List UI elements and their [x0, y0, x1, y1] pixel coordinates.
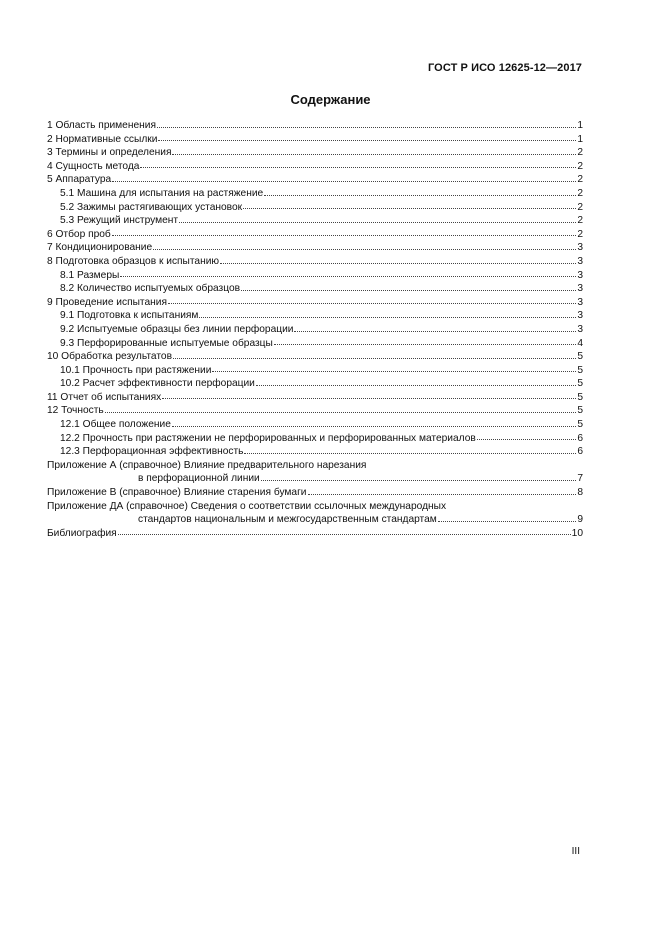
dot-leader [140, 166, 576, 168]
toc-entry-label: 9.3 Перфорированные испытуемые образцы [60, 337, 273, 349]
toc-entry-page: 1 [577, 120, 583, 131]
toc-entry [47, 309, 583, 323]
toc-entry-page: 6 [577, 432, 583, 444]
dot-leader [112, 180, 576, 182]
dot-leader [105, 411, 577, 413]
toc-entry-label: 9.1 Подготовка к испытаниям [60, 310, 199, 322]
dot-leader [173, 357, 576, 359]
dot-leader [172, 425, 576, 427]
toc-entry [47, 350, 583, 364]
document-code: ГОСТ Р ИСО 12625-12—2017 [427, 62, 582, 74]
toc-entry-page: 2 [577, 147, 583, 159]
dot-leader [158, 139, 576, 141]
toc-entry [47, 364, 583, 378]
dot-leader [118, 533, 571, 535]
dot-leader [241, 289, 576, 291]
toc-entry [47, 187, 583, 201]
toc-entry-page: 2 [577, 160, 583, 172]
toc-entry-label: Библиография [47, 527, 117, 539]
toc-entry-page: 2 [577, 201, 583, 213]
toc-entry [47, 228, 583, 242]
toc-entry-page: 5 [577, 405, 583, 417]
toc-entry-label: 1 Область применения [47, 120, 156, 131]
toc-entry-page: 5 [577, 419, 583, 431]
page-number: III [571, 846, 580, 857]
toc-entry-label: Приложение В (справочное) Влияние старения бумаги [47, 487, 307, 499]
toc-entry [47, 432, 583, 446]
toc-entry [47, 513, 583, 527]
toc-entry-label: 10.1 Прочность при растяжении [60, 364, 212, 376]
toc-entry [47, 377, 583, 391]
toc-entry-page: 8 [577, 487, 583, 499]
toc-entry-label: 12.3 Перфорационная эффективность [60, 446, 244, 458]
dot-leader [294, 330, 576, 332]
toc-entry [47, 404, 583, 418]
toc-entry-page: 3 [577, 310, 583, 322]
dot-leader [477, 438, 577, 440]
toc-entry [47, 500, 583, 514]
toc-entry-page: 4 [577, 337, 583, 349]
toc-entry-page: 6 [577, 446, 583, 458]
toc-entry-page: 2 [577, 228, 583, 240]
toc-entry-label: 5.1 Машина для испытания на растяжение [60, 187, 264, 199]
toc-entry-label: 5 Аппаратура [47, 174, 112, 186]
toc-entry [47, 173, 583, 187]
dot-leader [168, 302, 576, 304]
toc-entry-label: 5.3 Режущий инструмент [60, 215, 179, 227]
toc-entry [47, 160, 583, 174]
toc-entry [47, 146, 583, 160]
toc-entry [47, 459, 583, 473]
dot-leader [212, 370, 576, 372]
toc-entry [47, 323, 583, 337]
table-of-contents [47, 119, 583, 540]
toc-entry-page: 9 [577, 514, 583, 526]
toc-entry-page: 3 [577, 323, 583, 335]
toc-entry-page: 5 [577, 391, 583, 403]
toc-entry-label: 8.1 Размеры [60, 269, 120, 281]
dot-leader [162, 397, 576, 399]
toc-entry [47, 119, 583, 133]
toc-entry [47, 241, 583, 255]
toc-entry [47, 445, 583, 459]
toc-entry-label: 11 Отчет об испытаниях [47, 391, 162, 403]
page-title: Содержание [290, 92, 371, 107]
toc-entry-label: 8.2 Количество испытуемых образцов [60, 283, 241, 295]
toc-entry-page: 3 [577, 269, 583, 281]
toc-entry-label: 9.2 Испытуемые образцы без линии перфорации [60, 323, 294, 335]
toc-entry-page: 3 [577, 255, 583, 267]
toc-entry-page: 2 [577, 215, 583, 227]
toc-entry-page: 2 [577, 187, 583, 199]
dot-leader [172, 153, 576, 155]
toc-entry-label: 3 Термины и определения [47, 147, 172, 159]
toc-entry-label: 5.2 Зажимы растягивающих установок [60, 201, 243, 213]
toc-entry-label: 2 Нормативные ссылки [47, 133, 158, 145]
dot-leader [244, 452, 576, 454]
toc-entry-label: 9 Проведение испытания [47, 296, 167, 308]
toc-entry-page: 5 [577, 351, 583, 363]
toc-entry-page: 5 [577, 364, 583, 376]
dot-leader [264, 194, 576, 196]
dot-leader [308, 493, 577, 495]
toc-entry-page: 3 [577, 242, 583, 254]
toc-entry [47, 133, 583, 147]
toc-entry-label: 7 Кондиционирование [47, 242, 153, 254]
toc-entry-page: 10 [571, 527, 583, 539]
toc-entry [47, 486, 583, 500]
dot-leader [157, 126, 576, 128]
toc-entry-label: стандартов национальным и межгосударственным стандартам [138, 514, 437, 526]
toc-entry-label: 10.2 Расчет эффективности перфорации [60, 378, 255, 390]
toc-entry-label: Приложение ДА (справочное) Сведения о соответствии ссылочных международных [47, 500, 447, 512]
toc-entry-label: 6 Отбор проб [47, 228, 111, 240]
dot-leader [256, 384, 576, 386]
toc-entry-label: 12 Точность [47, 405, 104, 417]
toc-entry [47, 418, 583, 432]
toc-entry [47, 282, 583, 296]
toc-entry-label: Приложение А (справочное) Влияние предварительного нарезания [47, 459, 367, 471]
dot-leader [199, 316, 576, 318]
toc-entry [47, 269, 583, 283]
dot-leader [243, 207, 576, 209]
toc-entry-label: 10 Обработка результатов [47, 351, 172, 363]
dot-leader [438, 520, 577, 522]
toc-entry-label: в перфорационной линии [138, 473, 260, 485]
toc-entry [47, 201, 583, 215]
toc-entry-page: 7 [577, 473, 583, 485]
toc-entry [47, 214, 583, 228]
toc-entry-label: 8 Подготовка образцов к испытанию [47, 255, 220, 267]
toc-entry-label: 12.2 Прочность при растяжении не перфорированных и перфорированных материалов [60, 432, 476, 444]
toc-entry [47, 391, 583, 405]
dot-leader [153, 248, 576, 250]
toc-entry [47, 527, 583, 541]
dot-leader [274, 343, 576, 345]
toc-entry-page: 5 [577, 378, 583, 390]
toc-entry-page: 3 [577, 296, 583, 308]
dot-leader [179, 221, 576, 223]
dot-leader [261, 479, 577, 481]
toc-entry [47, 255, 583, 269]
dot-leader [220, 262, 576, 264]
toc-entry-page: 3 [577, 283, 583, 295]
toc-entry [47, 296, 583, 310]
toc-entry-label: 4 Сущность метода [47, 160, 140, 172]
toc-entry-label: 12.1 Общее положение [60, 419, 171, 431]
toc-entry-page: 1 [577, 133, 583, 145]
toc-entry-page: 2 [577, 174, 583, 186]
toc-entry [47, 337, 583, 351]
dot-leader [120, 275, 576, 277]
toc-entry [47, 472, 583, 486]
dot-leader [112, 234, 577, 236]
